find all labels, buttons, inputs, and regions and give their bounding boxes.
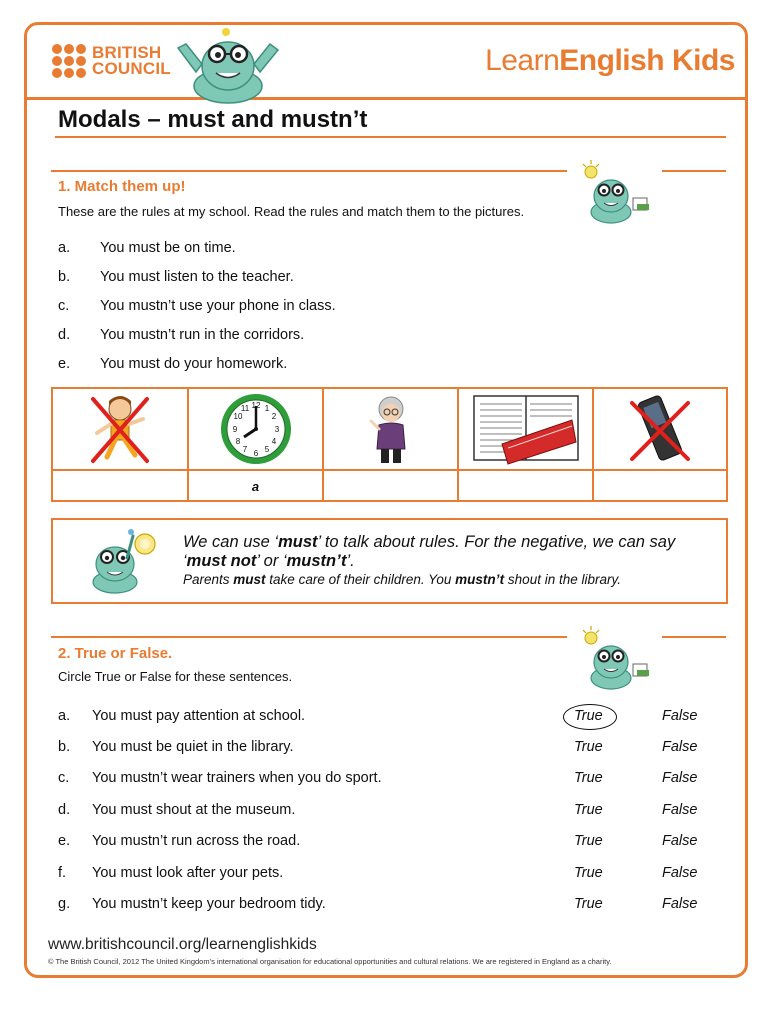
section2-rule-right — [662, 636, 726, 638]
svg-text:2: 2 — [271, 412, 276, 421]
rule-item-c: c. You mustn’t use your phone in class. — [58, 298, 336, 314]
footer-copyright: © The British Council, 2012 The United Kingdom’s international organisation for educational opportunities and cultural relations. We are registered in England as a charity. — [48, 957, 612, 966]
answer-circle — [563, 704, 617, 730]
answer-cell-3[interactable] — [324, 471, 459, 502]
brand-kids: Kids — [664, 44, 735, 77]
header-divider — [27, 97, 745, 100]
false-option[interactable]: False — [662, 865, 698, 881]
picture-cell-homework — [459, 389, 594, 471]
tf-item-d: d. You must shout at the museum. True False — [58, 802, 698, 818]
svg-text:9: 9 — [232, 425, 237, 434]
brand-english: English — [559, 44, 665, 77]
tf-item-g: g. You mustn’t keep your bedroom tidy. True False — [58, 896, 698, 912]
svg-text:3: 3 — [274, 425, 279, 434]
mascot-header-icon — [172, 26, 284, 106]
page-title: Modals – must and mustn’t — [58, 106, 368, 133]
learnenglish-kids-logo — [485, 44, 735, 78]
picture-cell-teacher — [324, 389, 459, 471]
mascot-info-icon — [79, 528, 165, 596]
svg-text:5: 5 — [264, 445, 269, 454]
grammar-example-text: Parents must take care of their children. You mustn’t shout in the library. — [183, 572, 621, 587]
tf-item-b: b. You must be quiet in the library. True False — [58, 739, 698, 755]
true-option[interactable]: True — [574, 770, 603, 786]
svg-text:8: 8 — [235, 437, 240, 446]
picture-match-table — [51, 387, 728, 502]
true-option[interactable]: True — [574, 708, 603, 724]
homework-book-icon — [472, 392, 580, 466]
true-option[interactable]: True — [574, 739, 603, 755]
tf-item-a: a. You must pay attention at school. True False — [58, 708, 718, 724]
svg-text:10: 10 — [233, 412, 242, 421]
section2-instruction: Circle True or False for these sentences. — [58, 669, 293, 684]
true-option[interactable]: True — [574, 896, 603, 912]
section1-rule-right — [662, 170, 726, 172]
section2-title: 2. True or False. — [58, 645, 173, 662]
svg-text:4: 4 — [271, 437, 276, 446]
logo-line2: COUNCIL — [92, 59, 171, 78]
tf-item-e: e. You mustn’t run across the road. True False — [58, 833, 698, 849]
grammar-info-box — [51, 518, 728, 604]
section1-rule-left — [51, 170, 567, 172]
tf-item-f: f. You must look after your pets. True False — [58, 865, 698, 881]
title-divider — [55, 136, 726, 138]
logo-dots-icon — [52, 44, 86, 78]
false-option[interactable]: False — [662, 833, 698, 849]
svg-text:1: 1 — [264, 404, 269, 413]
false-option[interactable]: False — [662, 739, 698, 755]
svg-text:6: 6 — [253, 449, 258, 458]
teacher-icon — [361, 391, 421, 467]
false-option[interactable]: False — [662, 802, 698, 818]
picture-cell-clock — [189, 389, 324, 471]
svg-text:12: 12 — [251, 401, 260, 410]
rule-item-d: d. You mustn’t run in the corridors. — [58, 327, 305, 343]
svg-text:11: 11 — [240, 404, 249, 413]
rule-item-b: b. You must listen to the teacher. — [58, 269, 294, 285]
section1-title: 1. Match them up! — [58, 178, 186, 195]
svg-text:7: 7 — [242, 445, 247, 454]
true-option[interactable]: True — [574, 865, 603, 881]
answer-cell-2[interactable]: a — [189, 471, 324, 502]
british-council-logo — [52, 44, 171, 78]
true-option[interactable]: True — [574, 833, 603, 849]
phone-crossed-icon — [626, 391, 696, 467]
brand-learn: Learn — [485, 44, 560, 77]
grammar-rule-text: We can use ‘must’ to talk about rules. For the negative, we can say ‘must not’ or ‘mustn’t’. — [183, 533, 676, 570]
section1-instruction: These are the rules at my school. Read the rules and match them to the pictures. — [58, 204, 525, 219]
answer-cell-1[interactable] — [53, 471, 189, 502]
section2-rule-left — [51, 636, 567, 638]
true-option[interactable]: True — [574, 802, 603, 818]
rule-item-a: a. You must be on time. — [58, 240, 236, 256]
mascot-idea-2-icon — [575, 626, 655, 692]
tf-item-c: c. You mustn’t wear trainers when you do sport. True False — [58, 770, 698, 786]
picture-cell-running — [53, 389, 189, 471]
mascot-idea-icon — [575, 160, 655, 226]
rule-item-e: e. You must do your homework. — [58, 356, 288, 372]
false-option[interactable]: False — [662, 708, 698, 724]
boy-running-crossed-icon — [75, 391, 165, 467]
false-option[interactable]: False — [662, 896, 698, 912]
picture-cell-phone — [594, 389, 728, 471]
footer-url-link[interactable]: www.britishcouncil.org/learnenglishkids — [48, 936, 317, 953]
clock-icon — [216, 391, 296, 467]
answer-cell-5[interactable] — [594, 471, 728, 502]
logo-line1: BRITISH — [92, 43, 162, 62]
answer-cell-4[interactable] — [459, 471, 594, 502]
false-option[interactable]: False — [662, 770, 698, 786]
